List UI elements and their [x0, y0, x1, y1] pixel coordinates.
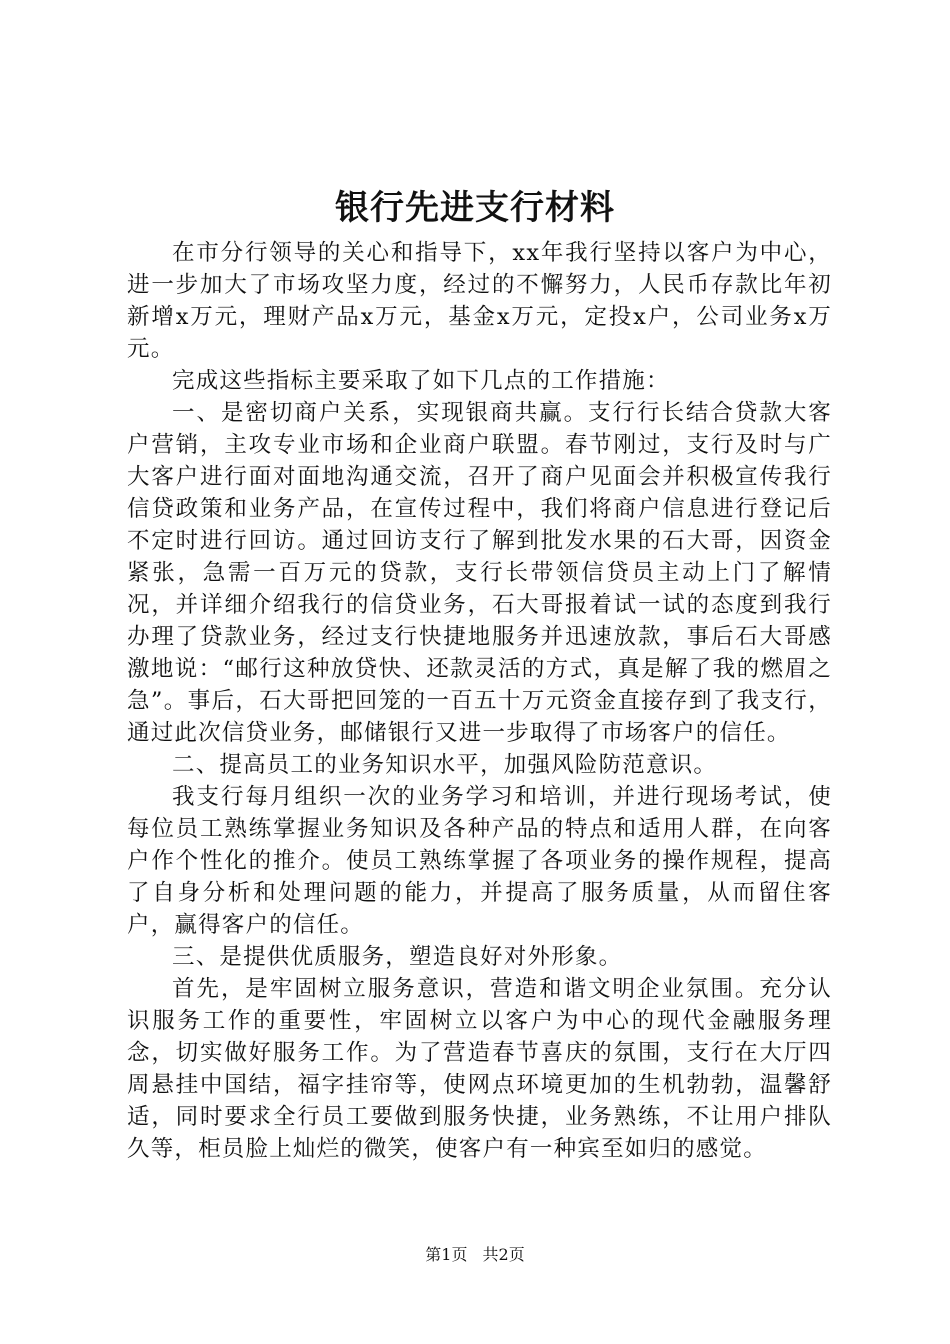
paragraph-measure-two-body: 我支行每月组织一次的业务学习和培训，并进行现场考试，使每位员工熟练掌握业务知识及各种产品的特点和适用人群，在向客户作个性化的推介。使员工熟练掌握了各项业务的操作规程，提高了自身分析和处理问题的能力，并提高了服务质量，从而留住客户，赢得客户的信任。	[127, 784, 832, 938]
document-body	[127, 237, 832, 1165]
paragraph-intro: 在市分行领导的关心和指导下，xx年我行坚持以客户为中心，进一步加大了市场攻坚力度，经过的不懈努力，人民币存款比年初新增x万元，理财产品x万元，基金x万元，定投x户，公司业务x万元。	[127, 240, 832, 362]
paragraph-measure-two-heading: 二、提高员工的业务知识水平，加强风险防范意识。	[172, 752, 718, 778]
page-number: 第1页	[425, 1245, 468, 1264]
document-title: 银行先进支行材料	[335, 188, 615, 228]
paragraph-measure-one: 一、是密切商户关系，实现银商共赢。支行行长结合贷款大客户营销，主攻专业市场和企业商户联盟。春节刚过，支行及时与广大客户进行面对面地沟通交流，召开了商户见面会并积极宣传我行信贷政策和业务产品，在宣传过程中，我们将商户信息进行登记后不定时进行回访。通过回访支行了解到批发水果的石大哥，因资金紧张，急需一百万元的贷款，支行长带领信贷员主动上门了解情况，并详细介绍我行的信贷业务，石大哥报着试一试的态度到我行办理了贷款业务，经过支行快捷地服务并迅速放款，事后石大哥感激地说：“邮行这种放贷快、还款灵活的方式，真是解了我的燃眉之急”。事后，石大哥把回笼的一百五十万元资金直接存到了我支行，通过此次信贷业务，邮储银行又进一步取得了市场客户的信任。	[127, 400, 832, 746]
page-footer	[0, 1244, 950, 1266]
page-total: 共2页	[482, 1245, 525, 1264]
paragraph-measure-three-heading: 三、是提供优质服务，塑造良好对外形象。	[172, 944, 623, 970]
paragraph-measure-three-body: 首先，是牢固树立服务意识，营造和谐文明企业氛围。充分认识服务工作的重要性，牢固树立以客户为中心的现代金融服务理念，切实做好服务工作。为了营造春节喜庆的氛围，支行在大厅四周悬挂中国结，福字挂帘等，使网点环境更加的生机勃勃，温馨舒适，同时要求全行员工要做到服务快捷，业务熟练，不让用户排队久等，柜员脸上灿烂的微笑，使客户有一种宾至如归的感觉。	[127, 976, 832, 1162]
paragraph-measures-lead: 完成这些指标主要采取了如下几点的工作措施：	[172, 368, 670, 394]
